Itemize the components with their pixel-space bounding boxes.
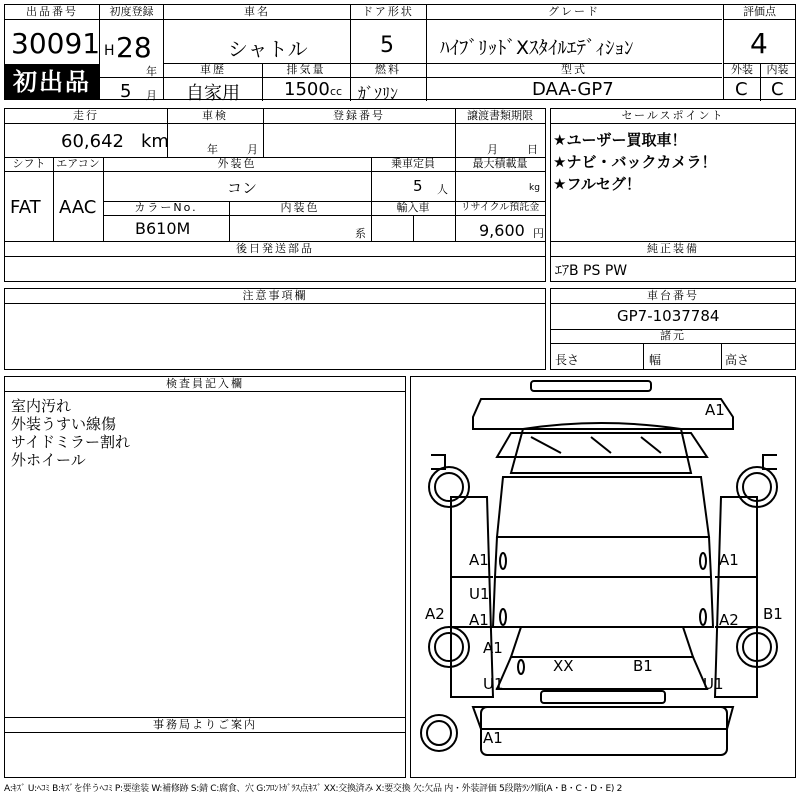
equipment-value: ｴｱB PS PW xyxy=(555,263,628,279)
ext-color-label: 外装色 xyxy=(103,157,371,172)
cc-unit: cc xyxy=(330,85,343,98)
yen-unit: 円 xyxy=(533,227,544,240)
year-unit: 年 xyxy=(146,65,157,78)
model-value: DAA-GP7 xyxy=(532,79,614,100)
first-reg-month: 5 xyxy=(120,81,132,102)
kg-unit: kg xyxy=(529,183,540,193)
code-left-rear-quarter: U1 xyxy=(483,675,504,693)
capacity-value: 5 xyxy=(413,177,423,195)
code-roof-rear-right: B1 xyxy=(633,657,653,675)
score-label: 評価点 xyxy=(724,5,795,20)
first-reg-label: 初度登録 xyxy=(100,5,163,20)
dimension-height: 高さ xyxy=(725,353,750,367)
inspection-month-unit: 月 xyxy=(247,143,258,156)
reg-no-label: 登録番号 xyxy=(263,109,455,124)
sales-points-box xyxy=(550,108,796,242)
history-label: 車歴 xyxy=(164,63,262,78)
details-box xyxy=(4,108,546,242)
int-color-label: 内装色 xyxy=(229,201,371,216)
code-left-front-door: U1 xyxy=(469,585,490,603)
mileage-label: 走行 xyxy=(5,109,167,124)
shift-label: シフト xyxy=(5,157,53,172)
car-outline xyxy=(411,377,796,778)
later-parts-box xyxy=(4,242,546,282)
office-box xyxy=(4,718,406,778)
int-color-unit: 系 xyxy=(355,227,366,240)
interior-grade: C xyxy=(771,79,784,100)
notes-box xyxy=(4,288,546,370)
inspector-line-1: 室内汚れ xyxy=(11,397,72,415)
code-left-front-fender: A1 xyxy=(469,551,489,569)
inspector-label: 検査員記入欄 xyxy=(5,377,405,392)
car-name-label: 車名 xyxy=(164,5,350,20)
score-value: 4 xyxy=(750,27,768,60)
chassis-value: GP7-1037784 xyxy=(617,307,720,325)
dimension-width: 幅 xyxy=(649,353,662,367)
code-right-front-fender: A1 xyxy=(719,551,739,569)
displacement-label: 排気量 xyxy=(262,63,350,78)
car-diagram xyxy=(410,376,796,778)
chassis-label: 車台番号 xyxy=(551,289,795,304)
exterior-grade: C xyxy=(735,79,748,100)
model-label: 型式 xyxy=(426,63,722,78)
shift-value: FAT xyxy=(10,197,41,218)
first-reg-year: 28 xyxy=(116,31,152,64)
later-parts-label: 後日発送部品 xyxy=(5,242,545,257)
code-left-front-door-2: A1 xyxy=(469,611,489,629)
inspector-line-2: 外装うすい線傷 xyxy=(11,415,117,433)
sales-points-label: セールスポイント xyxy=(551,109,795,124)
office-label: 事務局よりご案内 xyxy=(5,718,405,733)
equipment-box xyxy=(550,242,796,282)
sales-point-2: ★ナビ・バックカメラ！ xyxy=(553,153,717,171)
grade-value: ﾊｲﾌﾞﾘｯﾄﾞXｽﾀｲﾙｴﾃﾞｨｼｮﾝ xyxy=(440,37,634,59)
mileage-value: 60,642 xyxy=(61,131,124,152)
chassis-box xyxy=(550,288,796,370)
notes-label: 注意事項欄 xyxy=(5,289,545,304)
first-listing-badge: 初出品 xyxy=(4,64,100,100)
ac-label: エアコン xyxy=(53,157,103,172)
code-right-rear-quarter: U1 xyxy=(703,675,724,693)
car-name: シャトル xyxy=(228,37,308,61)
dimension-length: 長さ xyxy=(555,353,580,367)
sales-point-3: ★フルセグ！ xyxy=(553,175,641,193)
recycle-label: リサイクル預託金 xyxy=(455,201,545,216)
grade-label: グレード xyxy=(426,5,722,20)
month-unit: 月 xyxy=(146,89,157,102)
ext-color-value: コン xyxy=(227,179,258,197)
era-label: H xyxy=(104,43,115,59)
fuel-value: ｶﾞｿﾘﾝ xyxy=(358,84,399,103)
code-front-bumper: A1 xyxy=(705,401,725,419)
lot-number: 30091 xyxy=(11,27,101,60)
inspector-line-3: サイドミラー割れ xyxy=(11,433,130,451)
sales-point-1: ★ユーザー買取車！ xyxy=(553,131,687,149)
code-roof-rear-left: XX xyxy=(553,657,574,675)
interior-grade-label: 内装 xyxy=(760,63,795,78)
inspector-line-4: 外ホイール xyxy=(11,451,86,469)
doors-value: 5 xyxy=(380,33,394,58)
first-reg-box xyxy=(100,4,164,100)
inspection-label: 車検 xyxy=(167,109,263,124)
legend: A:ｷｽﾞ U:ﾍｺﾐ B:ｷｽﾞを伴うﾍｺﾐ P:要塗装 W:補修跡 S:錆 C:腐食、穴 G:ﾌﾛﾝﾄｶﾞﾗｽ点ｷｽﾞ XX:交換済み X:要交換 欠:欠品 内・外装評価 5段階ﾗﾝｸ順(A・B・C・D・E) 2 xyxy=(4,784,623,794)
equipment-label: 純正装備 xyxy=(551,242,795,257)
capacity-unit: 人 xyxy=(437,183,448,196)
km-unit: km xyxy=(141,131,169,152)
inspector-box xyxy=(4,376,406,718)
code-rear-bumper: A1 xyxy=(483,729,503,747)
car-info-box xyxy=(164,4,724,104)
recycle-value: 9,600 xyxy=(479,221,525,240)
code-left-rear-door: A1 xyxy=(483,639,503,657)
lot-label: 出品番号 xyxy=(5,5,99,20)
doors-label: ドア形状 xyxy=(350,5,426,20)
fuel-label: 燃料 xyxy=(350,63,426,78)
transfer-day-unit: 日 xyxy=(527,143,538,156)
transfer-label: 譲渡書類期限 xyxy=(455,109,545,124)
history-value: 自家用 xyxy=(186,83,240,104)
score-box xyxy=(724,4,796,100)
ac-value: AAC xyxy=(59,197,97,218)
dimensions-label: 諸元 xyxy=(551,329,795,344)
inspection-year-unit: 年 xyxy=(207,143,218,156)
import-label: 輸入車 xyxy=(371,201,455,216)
capacity-label: 乗車定員 xyxy=(371,157,455,172)
transfer-month-unit: 月 xyxy=(487,143,498,156)
exterior-grade-label: 外装 xyxy=(724,63,760,78)
code-right-rocker: B1 xyxy=(763,605,783,623)
code-right-front-door: A2 xyxy=(719,611,739,629)
color-no-value: B610M xyxy=(135,219,191,238)
displacement-value: 1500 xyxy=(284,79,330,100)
code-left-rocker: A2 xyxy=(425,605,445,623)
color-no-label: カラーNo. xyxy=(103,201,229,216)
max-load-label: 最大積載量 xyxy=(455,157,545,172)
